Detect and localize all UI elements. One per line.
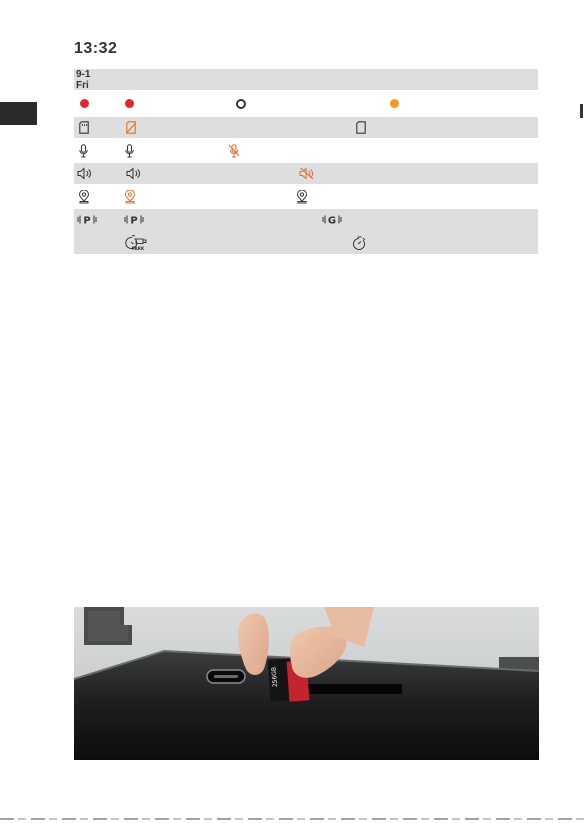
microphone-muted-icon — [228, 144, 240, 158]
svg-text:G: G — [327, 215, 337, 225]
recording-orange-dot-icon — [390, 99, 399, 108]
date-weekday: Fri — [76, 80, 89, 91]
parking-mode-row — [74, 209, 538, 255]
recording-status-row — [74, 91, 538, 117]
page-footer-rule — [0, 818, 585, 820]
gps-pin-icon — [296, 190, 308, 204]
parking-p-icon — [77, 214, 97, 225]
speaker-icon — [77, 167, 92, 180]
sd-card-row — [74, 117, 538, 139]
speaker-icon — [126, 167, 141, 180]
gps-row — [74, 185, 538, 209]
page-edge-mark — [580, 104, 583, 118]
sd-card-icon — [79, 121, 89, 134]
date-row — [74, 69, 538, 91]
park-timer-icon — [125, 235, 147, 251]
sd-card-label: 256GB — [270, 666, 279, 688]
device-photo-illustration — [74, 607, 539, 760]
timer-icon — [352, 236, 366, 251]
sd-card-error-icon — [126, 121, 137, 134]
microphone-icon — [79, 144, 88, 158]
chapter-tab — [0, 102, 37, 125]
gps-pin-icon — [78, 190, 90, 204]
clock-time: 13:32 — [74, 40, 118, 57]
gps-pin-icon — [124, 190, 136, 204]
microphone-row — [74, 139, 538, 163]
date-day: 9-1 — [76, 69, 91, 80]
recording-red-dot-icon — [125, 99, 134, 108]
status-icon-table — [74, 69, 538, 255]
parking-p-icon — [124, 214, 144, 225]
sd-card-insertion-photo — [74, 607, 539, 760]
sd-card-icon — [356, 121, 366, 134]
speaker-muted-icon — [299, 167, 315, 180]
recording-red-dot-icon — [80, 99, 89, 108]
speaker-row — [74, 163, 538, 185]
gsensor-g-icon — [322, 214, 342, 225]
microphone-icon — [125, 144, 134, 158]
recording-stopped-ring-icon — [236, 99, 246, 109]
svg-text:P: P — [83, 215, 91, 225]
svg-text:P: P — [130, 215, 138, 225]
svg-text:PARK: PARK — [131, 246, 145, 251]
